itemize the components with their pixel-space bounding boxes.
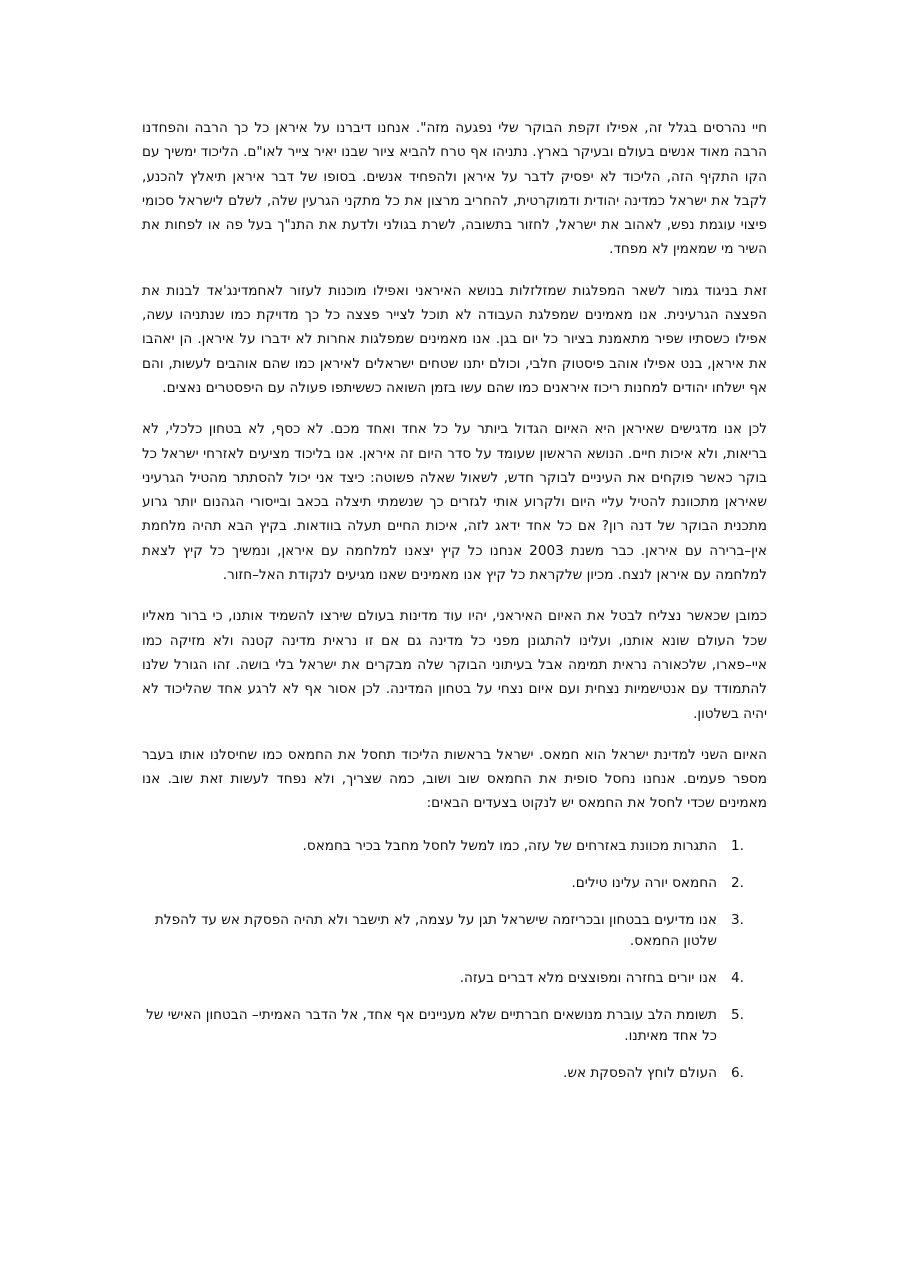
list-item — [142, 1063, 767, 1084]
paragraph-5: האיום השני למדינת ישראל הוא חמאס. ישראל בראשות הליכוד תחסל את החמאס כמו שחיסלנו אותו בעבר מספר פעמים. אנחנו נחסל סופית את החמאס שוב ושוב, כמה שצריך, ולא נפחד לעשות זאת שוב. אנו מאמינים שכדי לחסל את החמאס יש לנקוט בצעדים הבאים: — [142, 746, 767, 812]
document-page — [142, 116, 767, 1100]
list-item — [142, 968, 767, 989]
list-item — [142, 873, 767, 894]
list-number: 1. — [731, 837, 744, 854]
paragraph-2: זאת בניגוד גמור לשאר המפלגות שמזלזלות בנושא האיראני ואפילו מוכנות לעזור לאחמדינג'אד לבנות את הפצצה הגרעינית. אנו מאמינים שמפלגת העבודה לא תוכל לצייר פצצה כל כך מדויקת כמו שנתניהו עשה, אפילו כשסתיו שפיר מתאמנת בציור כל יום בגן. אנו מאמינים שמפלגות אחרות לא ידברו על איראן. הן יאהבו את איראן, בנט אפילו אוהב פיסטוק חלבי, וכולם יתנו שטחים ישראלים לאיראן כמו שהם אוהבים לעשות, והם אף ישלחו יהודים למחנות ריכוז איראנים כמו שהם עשו בזמן השואה כששיתפו פעולה עם היפסטרים נאצים. — [142, 282, 767, 396]
list-item-text: העולם לוחץ להפסקת אש. — [563, 1064, 717, 1081]
list-item-text: התגרות מכוונת באזרחים של עזה, כמו למשל לחסל מחבל בכיר בחמאס. — [302, 837, 717, 854]
list-item-text: החמאס יורה עלינו טילים. — [571, 874, 717, 891]
list-item — [142, 910, 767, 952]
paragraph-3: לכן אנו מדגישים שאיראן היא האיום הגדול ביותר על כל אחד ואחד מכם. לא כסף, לא בטחון כלכלי, לא בריאות, ולא איכות חיים. הנושא הראשון שעומד על סדר היום זה איראן. אנו בליכוד מציעים לאזרחי ישראל כל בוקר כאשר פוקחים את העיניים לבוקר חדש, לשאול שאלה פשוטה: כיצד אני יכול להסתתר מהטיל הגרעיני שאיראן מתכוונת להטיל עליי היום ולקרוע אותי לגזרים כך שנשמתי תיצלה בכאב ובייסורי הגהנום יותר גרוע מתכנית הבוקר של דנה רון? אם כל אחד ידאג לזה, איכות החיים תעלה בוודאות. בקיץ הבא תהיה מלחמת אין–ברירה עם איראן. כבר משנת 2003 אנחנו כל קיץ יצאנו למלחמה עם איראן, ונמשיך כל קיץ לצאת למלחמה עם איראן לנצח. מכיון שלקראת כל קיץ אנו מאמינים שאנו מגיעים לנקודת האל–חזור. — [142, 421, 767, 584]
numbered-list — [142, 836, 767, 1084]
list-item-text: אנו מדיעים בבטחון ובכריזמה שישראל תגן על עצמה, לא תישבר ולא תהיה הפסקת אש עד להפלת שלטון החמאס. — [154, 911, 717, 949]
list-number: 2. — [731, 874, 744, 891]
list-item — [142, 1005, 767, 1047]
list-number: 3. — [731, 911, 744, 928]
list-item-text: אנו יורים בחזרה ומפוצצים מלא דברים בעזה. — [459, 969, 717, 986]
list-item-text: תשומת הלב עוברת מנושאים חברתיים שלא מעניינים אף אחד, אל הדבר האמיתי– הבטחון האישי של כל אחד מאיתנו. — [146, 1006, 717, 1044]
list-number: 6. — [731, 1064, 744, 1081]
list-number: 5. — [731, 1006, 744, 1023]
paragraph-4: כמובן שכאשר נצליח לבטל את האיום האיראני, יהיו עוד מדינות בעולם שירצו להשמיד אותנו, כי ברור מאליו שכל העולם שונא אותנו, ועלינו להתגונן מפני כל מדינה גם אם זו נראית מדינה קטנה ולא מזיקה כמו איי–פארו, שלכאורה נראית תמימה אבל בעיתוני הבוקר שלה מבקרים את ישראל בלי בושה. זהו הגורל שלנו להתמודד עם אנטישמיות נצחית ועם איום נצחי על בטחון המדינה. לכן אסור אף לא לרגע אחד שהליכוד לא יהיה בשלטון. — [142, 608, 767, 722]
list-item — [142, 836, 767, 857]
list-number: 4. — [731, 969, 744, 986]
paragraph-1: חיי נהרסים בגלל זה, אפילו זקפת הבוקר שלי נפגעה מזה". אנחנו דיברנו על איראן כל כך הרבה והפחדנו הרבה מאוד אנשים בעולם ובעיקר בארץ. נתניהו אף טרח להביא ציור שבנו יאיר צייר לאו"ם. הליכוד ימשיך עם הקו התקיף הזה, הליכוד לא יפסיק לדבר על איראן ולהפחיד אנשים. בסופו של דבר איראן תיאלץ להכנע, לקבל את ישראל כמדינה יהודית ודמוקרטית, להחריב מרצון את כל מתקני הגרעין שלה, לשלם לישראל סכומי פיצוי עוגמת נפש, לאהוב את ישראל, לחזור בתשובה, לשרת בגולני ולדעת את התנ"ך בעל פה או לפחות את השיר מי שמאמין לא מפחד. — [142, 120, 767, 258]
